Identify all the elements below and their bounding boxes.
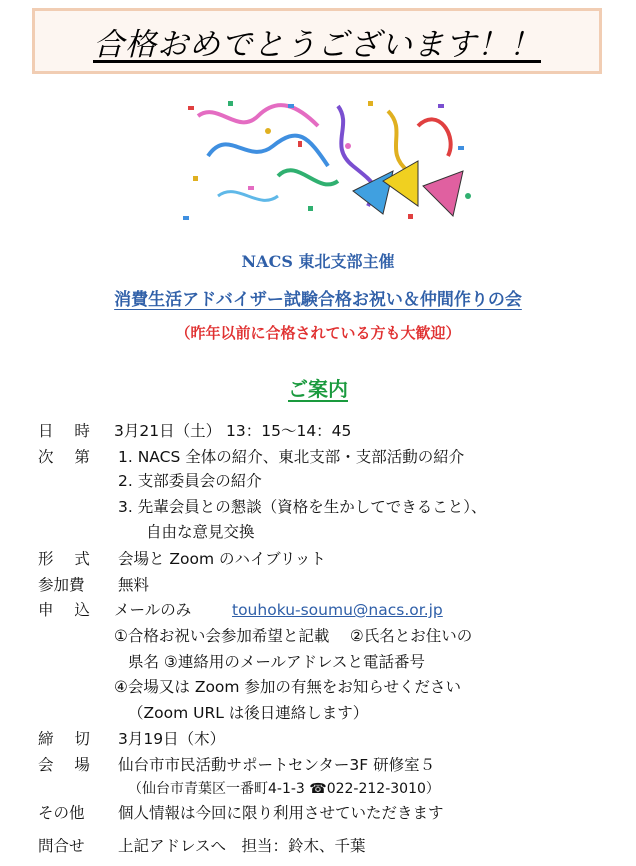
- venue-label: 会 場: [38, 756, 98, 774]
- agenda-item: 自由な意見交換: [146, 523, 255, 541]
- event-name: 消費生活アドバイザー試験合格お祝い＆仲間作りの会: [114, 290, 522, 310]
- other-label: その他: [38, 804, 85, 822]
- email-link[interactable]: touhoku-soumu@nacs.or.jp: [232, 601, 443, 619]
- venue-address: （仙台市青葉区一番町4-1-3 ☎022-212-3010）: [128, 781, 440, 797]
- guide-heading: ご案内: [288, 377, 348, 401]
- party-popper-illustration: [178, 96, 478, 226]
- fee-value: 無料: [118, 576, 150, 594]
- contact-label: 問合せ: [38, 837, 85, 855]
- apply-note: 県名 ③連絡用のメールアドレスと電話番号: [128, 653, 426, 671]
- other-value: 個人情報は今回に限り利用させていただきます: [118, 804, 444, 822]
- welcome-note: （昨年以前に合格されている方も大歓迎）: [175, 324, 461, 342]
- fee-label: 参加費: [38, 576, 85, 594]
- deadline-label: 締 切: [38, 730, 98, 748]
- apply-method: メールのみ: [114, 601, 192, 619]
- agenda-item: 3. 先輩会員との懇談（資格を生かしてできること）、: [118, 498, 487, 516]
- format-label: 形 式: [38, 550, 98, 568]
- agenda-item: 1. NACS 全体の紹介、東北支部・支部活動の紹介: [118, 448, 465, 466]
- agenda-item: 2. 支部委員会の紹介: [118, 472, 262, 490]
- agenda-label: 次 第: [38, 448, 98, 466]
- apply-note: （Zoom URL は後日連絡します）: [128, 704, 369, 722]
- datetime-label: 日 時: [38, 422, 98, 440]
- organizer: NACS 東北支部主催: [241, 252, 395, 271]
- format-value: 会場と Zoom のハイブリット: [118, 550, 326, 568]
- contact-value: 上記アドレスへ 担当：鈴木、千葉: [118, 837, 366, 855]
- datetime-value: 3月21日（土） 13：15～14：45: [114, 422, 352, 440]
- apply-note: ①合格お祝い会参加希望と記載 ②氏名とお住いの: [114, 627, 473, 645]
- apply-label: 申 込: [38, 601, 98, 619]
- apply-note: ④会場又は Zoom 参加の有無をお知らせください: [114, 678, 461, 696]
- page-title: 合格おめでとうございます！！: [93, 26, 541, 63]
- title-banner: [32, 8, 602, 74]
- deadline-value: 3月19日（木）: [118, 730, 226, 748]
- venue-value: 仙台市市民活動サポートセンター3F 研修室５: [118, 756, 436, 774]
